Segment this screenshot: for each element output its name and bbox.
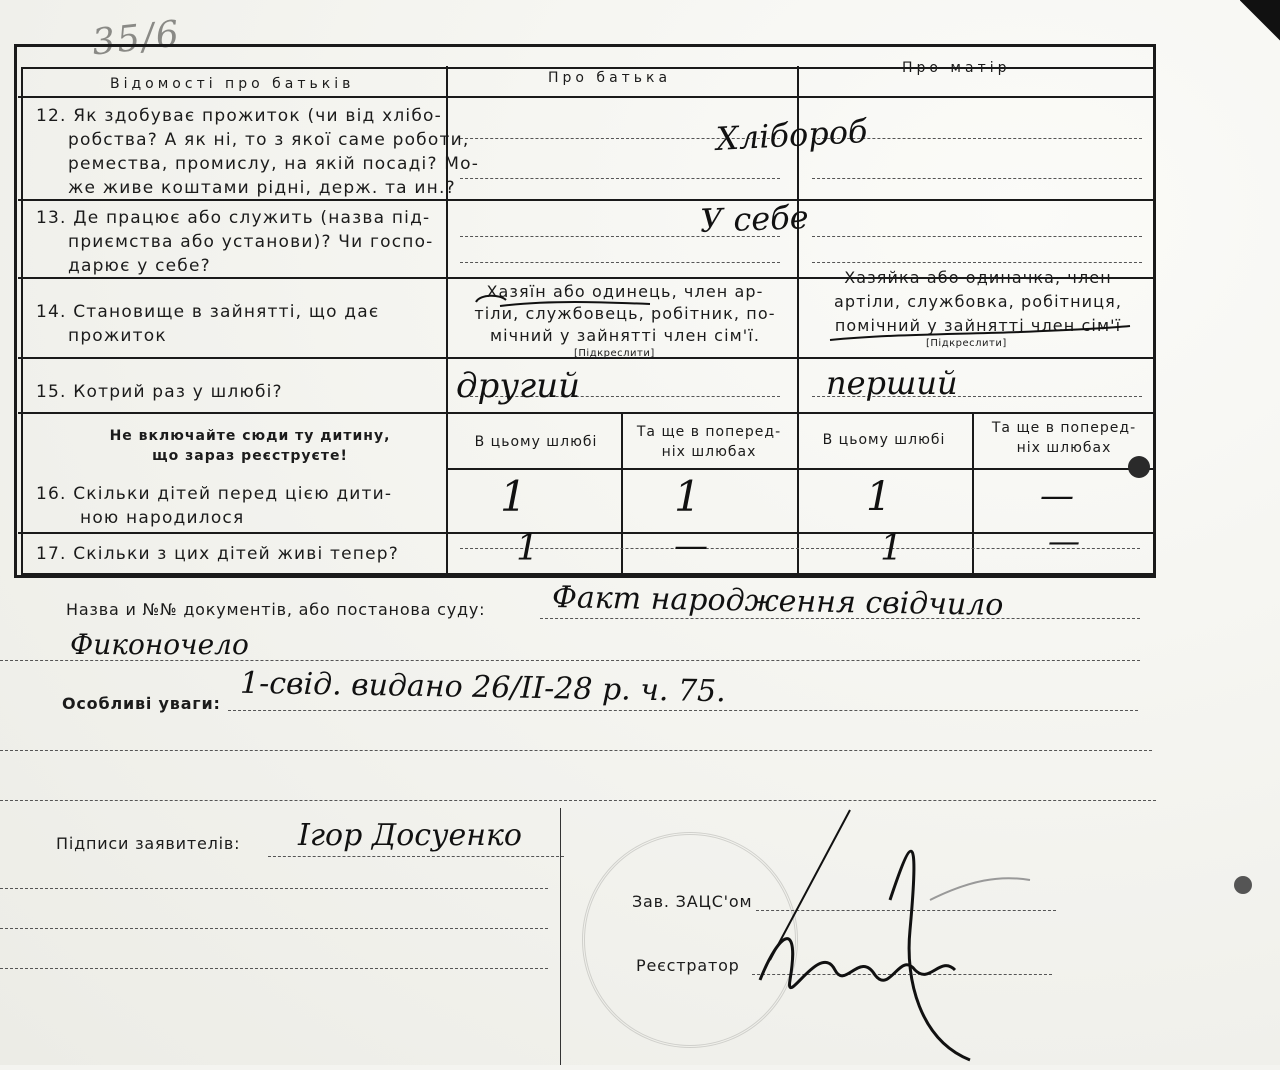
- mother-status-line-1: Хазяйка або одиначка, член: [844, 268, 1112, 287]
- answer-line: [812, 236, 1142, 237]
- signatures-label: Підписи заявителів:: [56, 834, 241, 853]
- note-line-2: що зараз реєструєте!: [152, 448, 348, 464]
- row-divider: [448, 468, 1156, 470]
- father-this-marriage-header: В цьому шлюбі: [474, 434, 598, 450]
- q17-mother-prev: —: [1048, 522, 1080, 560]
- q16-father-this: 1: [500, 472, 527, 521]
- torn-corner: [1240, 0, 1280, 60]
- remarks-value: 1-свід. видано 26/II-28 р. ч. 75.: [239, 665, 727, 710]
- q15-text: 15. Котрий раз у шлюбі?: [36, 382, 283, 402]
- header-parents-info: Відомості про батьків: [110, 76, 355, 92]
- q16-line-2: ною народилося: [80, 508, 245, 528]
- father-status-line-3: мічний у зайнятті член сім'ї.: [489, 326, 761, 345]
- form-line: [0, 750, 1152, 751]
- documents-label: Назва и №№ документів, або постанова суду:: [66, 600, 486, 619]
- q15-father-answer: другий: [456, 366, 581, 406]
- row-divider: [18, 532, 1156, 534]
- q16-line-1: 16. Скільки дітей перед цією дити-: [36, 484, 393, 504]
- q17-mother-this: 1: [880, 528, 903, 569]
- q12-line-1: 12. Як здобуває прожиток (чи від хлібо-: [36, 106, 442, 126]
- father-prev-marriages-header-2: ніх шлюбах: [661, 444, 757, 460]
- note-line-1: Не включайте сюди ту дитину,: [109, 428, 391, 444]
- form-line: [0, 928, 548, 929]
- mother-prev-marriages-header-2: ніх шлюбах: [1016, 440, 1112, 456]
- handwritten-underlines: [470, 276, 1150, 346]
- q13-line-3: дарює у себе?: [68, 256, 211, 276]
- mother-underline-note: [Підкреслити]: [926, 338, 1007, 349]
- q12-answer: Хлібороб: [715, 112, 869, 158]
- q17-father-prev: —: [674, 526, 708, 566]
- father-status-line-2: тіли, службовець, робітник, по-: [474, 304, 776, 323]
- answer-line: [460, 548, 1140, 549]
- mother-status-line-2: артіли, службовка, робітниця,: [833, 292, 1123, 311]
- archive-number: 35/6: [90, 13, 183, 64]
- applicant-signature: Ігор Досуенко: [298, 818, 522, 853]
- form-line: [0, 888, 548, 889]
- column-divider: [972, 412, 974, 576]
- row-divider: [18, 96, 1156, 98]
- q16-mother-prev: —: [1040, 476, 1074, 516]
- form-line: [228, 710, 1138, 711]
- q17-text: 17. Скільки з цих дітей живі тепер?: [36, 544, 399, 564]
- father-underline-note: [Підкреслити]: [574, 348, 655, 359]
- mother-status-line-3: помічний у зайнятті член сім'ї: [834, 316, 1122, 335]
- q17-father-this: 1: [516, 528, 539, 569]
- father-status-line-1: Хазяїн або одинець, член ар-: [486, 282, 764, 301]
- mother-prev-marriages-header-1: Та ще в поперед-: [991, 420, 1137, 436]
- q12-line-4: же живе коштами рідні, держ. та ин.?: [68, 178, 456, 198]
- father-prev-marriages-header-1: Та ще в поперед-: [636, 424, 782, 440]
- q13-line-1: 13. Де працює або служить (назва під-: [36, 208, 431, 228]
- q15-mother-answer: перший: [826, 364, 958, 402]
- answer-line: [460, 262, 780, 263]
- q13-line-2: приємства або установи)? Чи госпо-: [68, 232, 434, 252]
- q12-line-3: ремества, промислу, на якій посаді? Мо-: [68, 154, 480, 174]
- registrar-label: Реєстратор: [636, 956, 740, 975]
- q16-mother-this: 1: [866, 474, 892, 520]
- q14-line-2: прожиток: [68, 326, 167, 346]
- ink-spot: [1234, 876, 1252, 894]
- q16-father-prev: 1: [674, 472, 701, 521]
- answer-line: [812, 262, 1142, 263]
- form-line: [540, 618, 1140, 619]
- signature-section-divider: [560, 808, 561, 1065]
- form-line: [0, 968, 548, 969]
- row-divider: [18, 412, 1156, 414]
- answer-line: [812, 178, 1142, 179]
- form-line: [0, 660, 1140, 661]
- q14-line-1: 14. Становище в зайнятті, що дає: [36, 302, 380, 322]
- q13-answer: У себе: [699, 198, 810, 240]
- answer-line: [460, 178, 780, 179]
- q12-line-2: робства? А як ні, то з якої саме роботи,: [68, 130, 470, 150]
- form-line: [268, 856, 564, 857]
- header-mother: Про матір: [902, 60, 1011, 76]
- column-divider: [621, 412, 623, 576]
- ink-spot: [1128, 456, 1150, 478]
- registrar-signature-scribble: [740, 780, 1040, 1070]
- remarks-label: Особливі уваги:: [62, 694, 221, 713]
- documents-value-line-1: Факт народження свідчило: [551, 580, 1004, 623]
- header-father: Про батька: [548, 70, 672, 86]
- mother-this-marriage-header: В цьому шлюбі: [822, 432, 946, 448]
- documents-value-line-2: Фиконочело: [70, 628, 249, 661]
- head-label: Зав. ЗАЦС'ом: [632, 892, 753, 911]
